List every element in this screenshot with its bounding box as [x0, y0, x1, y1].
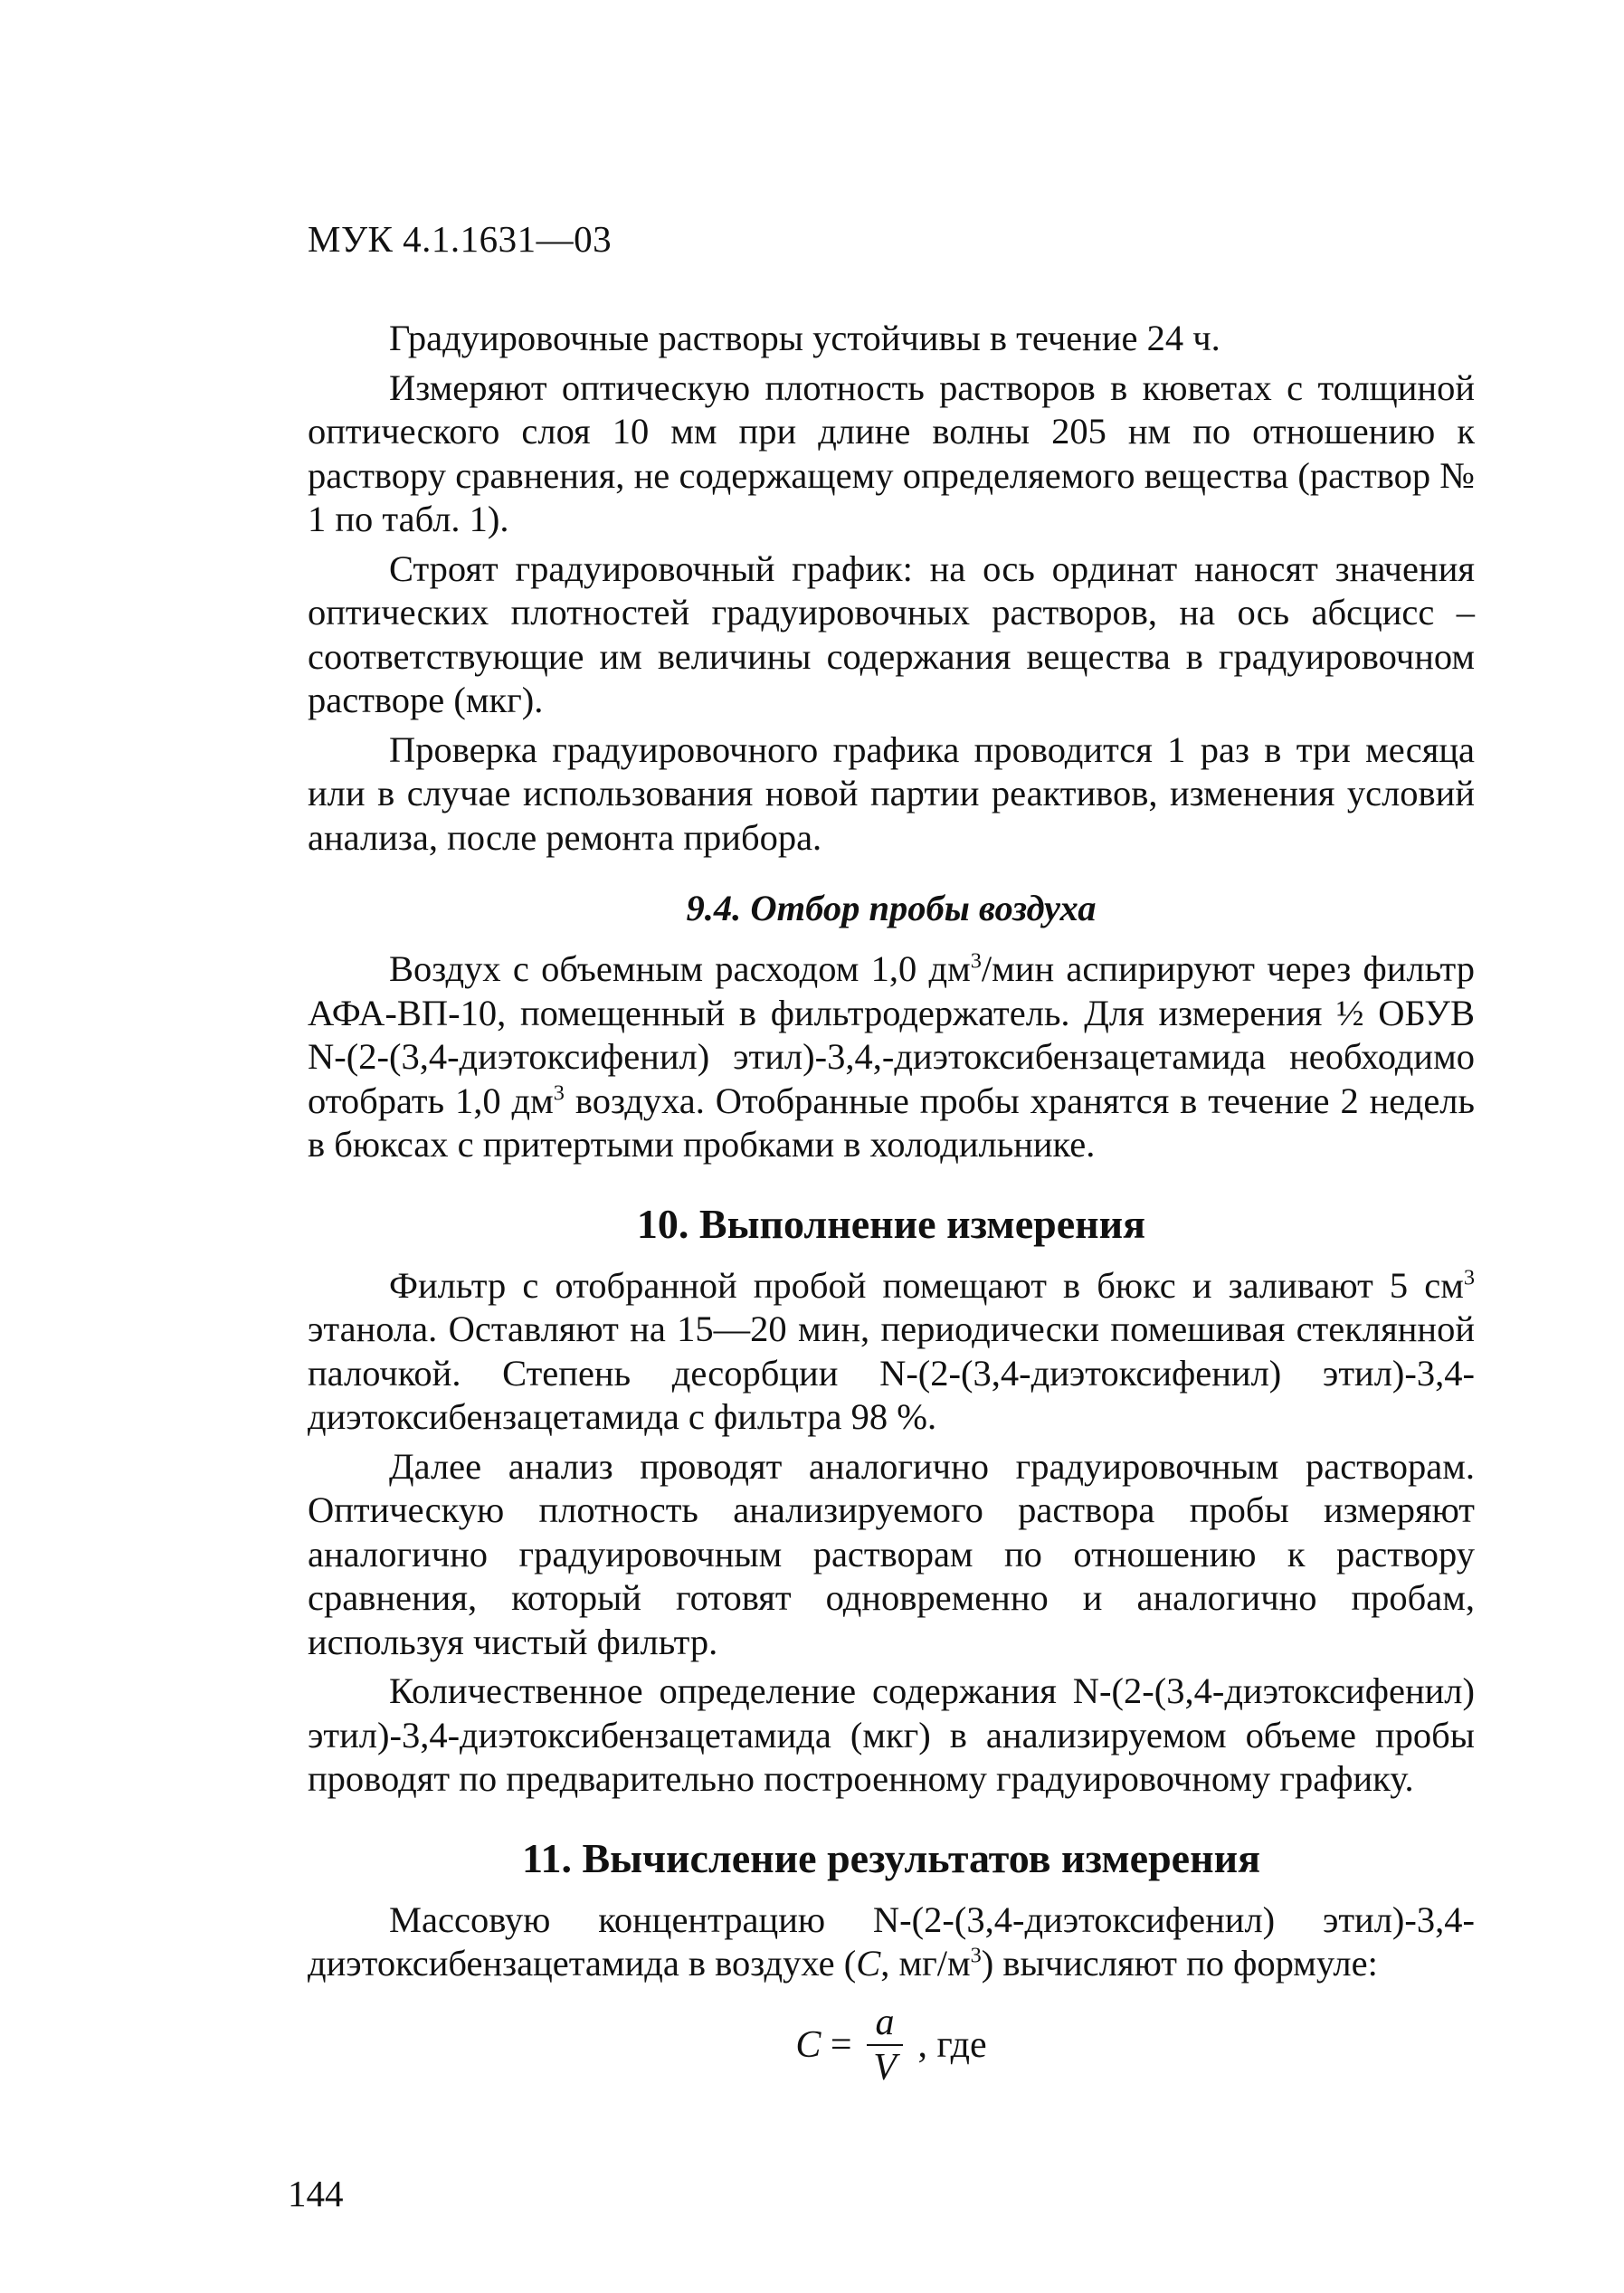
formula-lhs: C: [795, 2023, 821, 2066]
formula-fraction: [867, 2003, 903, 2088]
paragraph-calibration-graph: Строят градуировочный график: на ось ординат наносят значения оптических плотностей градуировочных растворов, на ось абсцисс – соответствующие им величины содержания вещества в градуировочном растворе (мкг).: [308, 547, 1475, 720]
page-number: 144: [288, 2173, 344, 2214]
section-title-11: 11. Вычисление результатов измерения: [522, 1834, 1260, 1881]
paragraph-graph-check: Проверка градуировочного графика проводится 1 раз в три месяца или в случае использования новой партии реактивов, изменения условий анализа, после ремонта прибора.: [308, 728, 1475, 858]
formula-numerator: a: [875, 2001, 895, 2043]
formula-suffix: , где: [917, 2023, 987, 2066]
paragraph-mass-concentration: Массовую концентрацию N-(2-(3,4-диэтоксифенил) этил)-3,4-диэтоксибензацетамида в воздухе (C, $мг/м^3$) вычисляют по формуле:: [308, 1898, 1475, 1984]
document-code: МУК 4.1.1631—03: [308, 218, 613, 260]
paragraph-analysis: Далее анализ проводят аналогично градуировочным растворам. Оптическую плотность анализируемого раствора пробы измеряют аналогично градуировочным растворам по отношению к раствору сравнения, который готовят одновременно и аналогично пробам, используя чистый фильтр.: [308, 1445, 1475, 1662]
section-title-10: 10. Выполнение измерения: [636, 1200, 1146, 1247]
subsection-title-9-4: 9.4. Отбор пробы воздуха: [686, 888, 1097, 928]
document-page: [308, 217, 1475, 2102]
formula-equals: =: [830, 2023, 852, 2066]
paragraph-air-sampling: Воздух с объемным расходом 1,0 $дм^3$/мин аспирируют через фильтр АФА-ВП-10, помещенный в фильтродержатель. Для измерения ½ ОБУВ N-(2-(3,4-диэтоксифенил) этил)-3,4,-диэтоксибензацетамида необходимо отобрать 1,0 $дм^3$ воздуха. Отобранные пробы хранятся в течение 2 недель в бюксах с притертыми пробками в холодильнике.: [308, 948, 1475, 1165]
paragraph-optical-density: Измеряют оптическую плотность растворов в кюветах с толщиной оптического слоя 10 мм при длине волны 205 нм по отношению к раствору сравнения, не содержащему определяемого вещества (раствор № 1 по табл. 1).: [308, 366, 1475, 539]
paragraph-filter-desorption: Фильтр с отобранной пробой помещают в бюкс и заливают 5 $см^3$ этанола. Оставляют на 15—20 мин, периодически помешивая стеклянной палочкой. Степень десорбции N-(2-(3,4-диэтоксифенил) этил)-3,4-диэтоксибензацетамида с фильтра 98 %.: [308, 1264, 1475, 1437]
concentration-formula: [308, 2003, 1475, 2102]
fraction-bar: [867, 2044, 903, 2046]
paragraph-quantification: Количественное определение содержания N-(2-(3,4-диэтоксифенил) этил)-3,4-диэтоксибензацетамида (мкг) в анализируемом объеме пробы проводят по предварительно построенному градуировочному графику.: [308, 1670, 1475, 1799]
paragraph-stability: Градуировочные растворы устойчивы в течение 24 ч.: [389, 318, 1220, 358]
formula-denominator: V: [873, 2046, 897, 2088]
